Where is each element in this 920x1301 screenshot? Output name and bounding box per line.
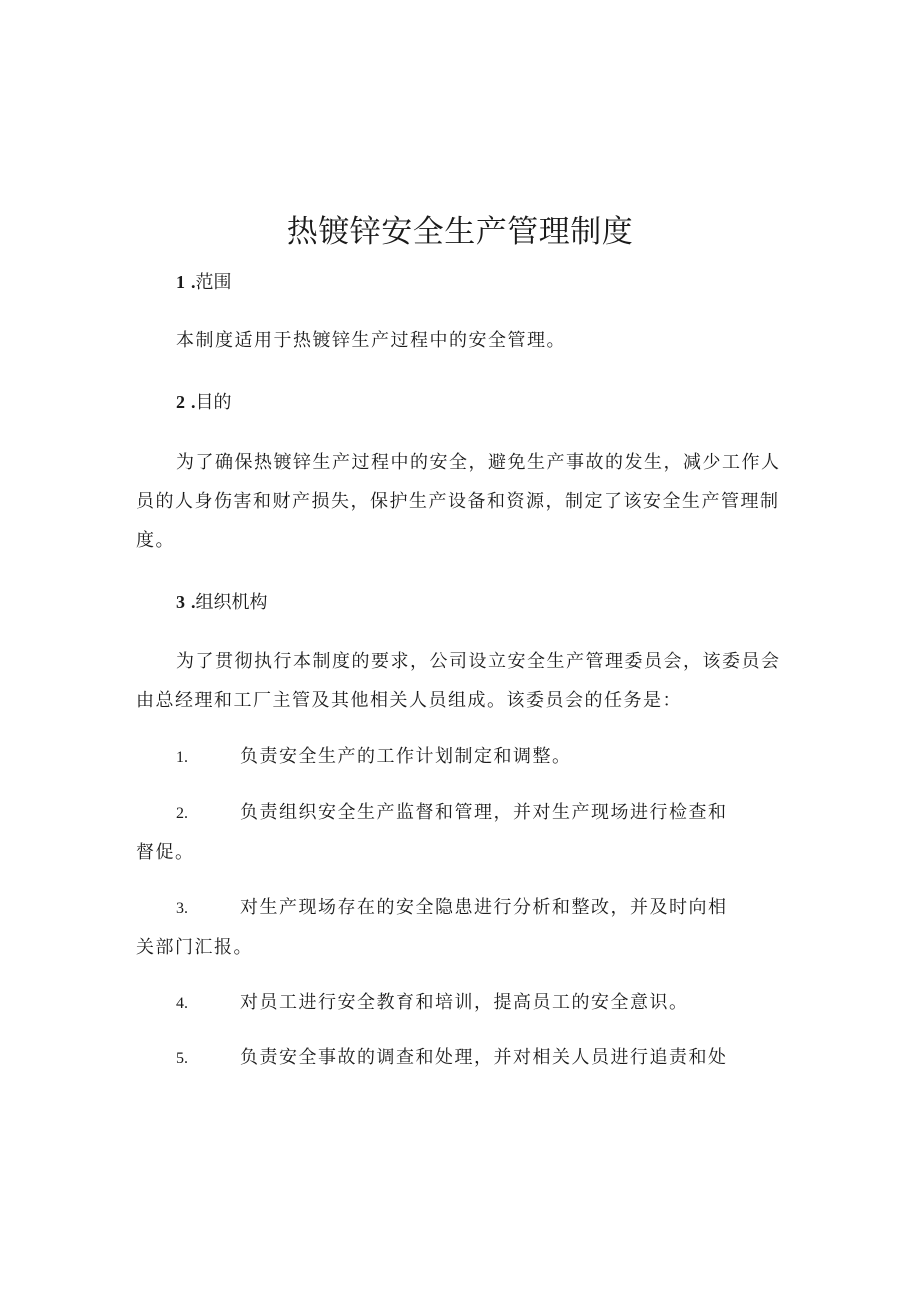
org-line: 为了贯彻执行本制度的要求，公司设立安全生产管理委员会，该委员会 [176,651,781,672]
task-number: 3. [176,900,188,917]
task-number: 4. [176,995,188,1012]
section-dot: . [191,592,196,612]
section-dot: . [191,272,196,292]
section-heading-organization [176,588,268,617]
task-text: 负责安全生产的工作计划制定和调整。 [240,746,572,767]
section-number: 1 [176,272,185,292]
scope-paragraph: 本制度适用于热镀锌生产过程中的安全管理。 [176,330,566,351]
task-number: 5. [176,1050,188,1067]
task-item [136,888,796,967]
purpose-line: 为了确保热镀锌生产过程中的安全，避免生产事故的发生，减少工作人 [176,452,781,473]
section-number: 3 [176,592,185,612]
purpose-line: 度。 [136,530,175,551]
task-text: 负责安全事故的调查和处理，并对相关人员进行追责和处 [240,1047,728,1068]
org-line: 由总经理和工厂主管及其他相关人员组成。该委员会的任务是： [136,690,682,711]
task-item [136,737,796,777]
task-text-continued: 督促。 [136,842,195,863]
section-heading-scope [176,268,232,297]
section-title: 范围 [195,272,232,293]
section-number: 2 [176,392,185,412]
task-number: 1. [176,749,188,766]
task-item [136,1038,796,1078]
task-item [136,793,796,872]
task-text: 对生产现场存在的安全隐患进行分析和整改，并及时向相 [240,897,728,918]
section-heading-purpose [176,388,232,417]
task-number: 2. [176,805,188,822]
task-text: 负责组织安全生产监督和管理，并对生产现场进行检查和 [240,802,728,823]
task-text: 对员工进行安全教育和培训，提高员工的安全意识。 [240,992,689,1013]
section-dot: . [191,392,196,412]
document-title: 热镀锌安全生产管理制度 [286,214,634,250]
purpose-line: 员的人身伤害和财产损失，保护生产设备和资源，制定了该安全生产管理制 [136,491,780,512]
task-item [136,983,796,1023]
section-title: 目的 [195,392,232,413]
section-title: 组织机构 [195,592,268,613]
task-text-continued: 关部门汇报。 [136,937,253,958]
